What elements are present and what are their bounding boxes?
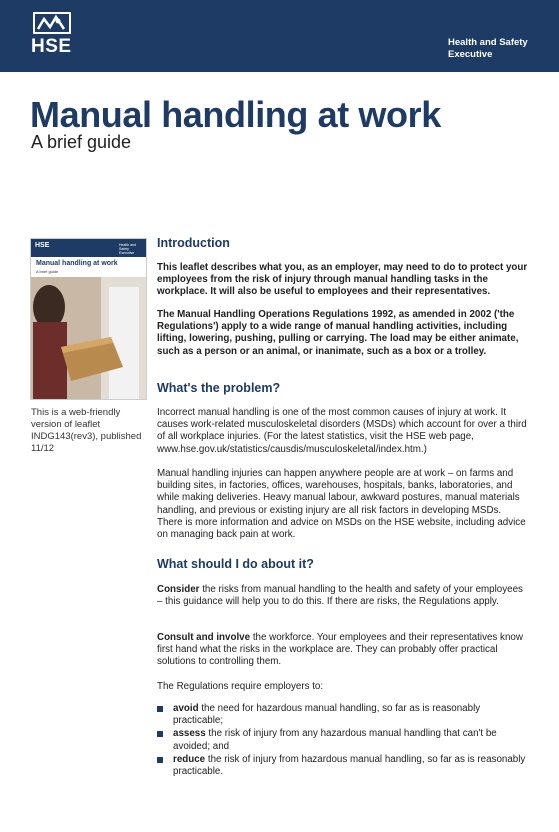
org-name: Health and Safety Executive <box>448 37 528 60</box>
intro-heading-wrap <box>157 236 529 250</box>
page-title: Manual handling at work <box>30 94 441 135</box>
bullet-text: the risk of injury from hazardous manual handling, so far as is reasonably practicable. <box>173 753 526 778</box>
problem-paragraph-2: Manual handling injuries can happen anywhere people are at work – on farms and building sites, in factories, offices, warehouses, hospitals, banks, laboratories, and while making deliveries. Heavy manual labour, awkward postures, manual materials handling, and previous or existing injury are all risk factors in developing MSDs. There is more information and advice on MSDs on the HSE website, including advice on managing back pain at work. <box>157 468 526 541</box>
problem-para-2-wrap <box>157 468 529 541</box>
consult-text: the workforce. Your employees and their representatives know first hand what the risks in the workplace are. They can probably offer practical solutions to controlling them. <box>157 632 523 668</box>
list-item <box>157 728 529 752</box>
consult-lead: Consult and involve <box>157 632 251 643</box>
consult-paragraph <box>157 632 529 669</box>
bullet-lead: assess <box>173 728 206 740</box>
cover-title: Manual handling at work <box>36 260 118 267</box>
require-paragraph: The Regulations require employers to: <box>157 681 324 692</box>
page-subtitle: A brief guide <box>31 132 132 152</box>
bullet-text: the need for hazardous manual handling, so far as is reasonably practicable; <box>173 703 481 727</box>
bullet-lead: reduce <box>173 753 206 765</box>
cover-subtitle: A brief guide <box>36 269 59 274</box>
list-item <box>157 703 529 727</box>
bullet-square-icon <box>157 706 163 712</box>
problem-heading-wrap <box>157 381 529 395</box>
cover-logo: HSE <box>35 242 50 249</box>
consider-lead: Consider <box>157 584 200 595</box>
intro-paragraph-2: The Manual Handling Operations Regulations 1992, as amended in 2002 ('the Regulations') apply to a wide range of manual handling activities, including lifting, lowering, pushing, pulling or carrying. The load may be either animate, such as a person or an animal, or inanimate, such as a box or a trolley. <box>157 309 519 357</box>
intro-paragraph-1: This leaflet describes what you, as an employer, may need to do to protect your employees from the risk of injury through manual handling tasks in the workplace. It will also be useful to employees and their representatives. <box>157 262 528 298</box>
problem-paragraph-1: Incorrect manual handling is one of the most common causes of injury at work. It causes work-related musculoskeletal disorders (MSDs) which account for over a third of all workplace injuries. (For the latest statistics, visit the HSE web page, www.hse.gov.uk/statistics/causdis/musculoskeletal/index.htm.) <box>157 407 527 455</box>
intro-heading: Introduction <box>157 236 230 250</box>
require-para-wrap <box>157 681 529 693</box>
bullet-lead: avoid <box>173 703 199 714</box>
problem-para-1-wrap <box>157 407 529 456</box>
consider-text: the risks from manual handling to the health and safety of your employees – this guidance will help you to do this. If there are risks, the Regulations apply. <box>157 584 523 608</box>
consider-para-wrap <box>157 584 529 608</box>
intro-para-2-wrap <box>157 309 529 358</box>
bullet-text: the risk of injury from any hazardous manual handling that can't be avoided; and <box>173 728 497 752</box>
consult-para-wrap <box>157 632 529 669</box>
leaflet-cover-thumbnail <box>30 238 147 400</box>
cover-caption: This is a web-friendly version of leaflet INDG143(rev3), published 11/12 <box>31 407 142 454</box>
action-heading-wrap <box>157 557 529 571</box>
logo-text: HSE <box>31 36 72 57</box>
cover-org-name: Health and Safety Executive <box>119 243 136 255</box>
cover-header <box>31 239 146 257</box>
bullet-square-icon <box>157 731 163 737</box>
consider-paragraph <box>157 584 529 608</box>
problem-heading: What's the problem? <box>157 381 281 395</box>
requirements-list <box>157 703 529 779</box>
intro-para-1-wrap <box>157 262 529 299</box>
action-heading: What should I do about it? <box>157 557 314 571</box>
cover-photo <box>31 277 146 399</box>
list-item <box>157 754 529 778</box>
header-band <box>0 0 559 72</box>
bullet-square-icon <box>157 757 163 763</box>
